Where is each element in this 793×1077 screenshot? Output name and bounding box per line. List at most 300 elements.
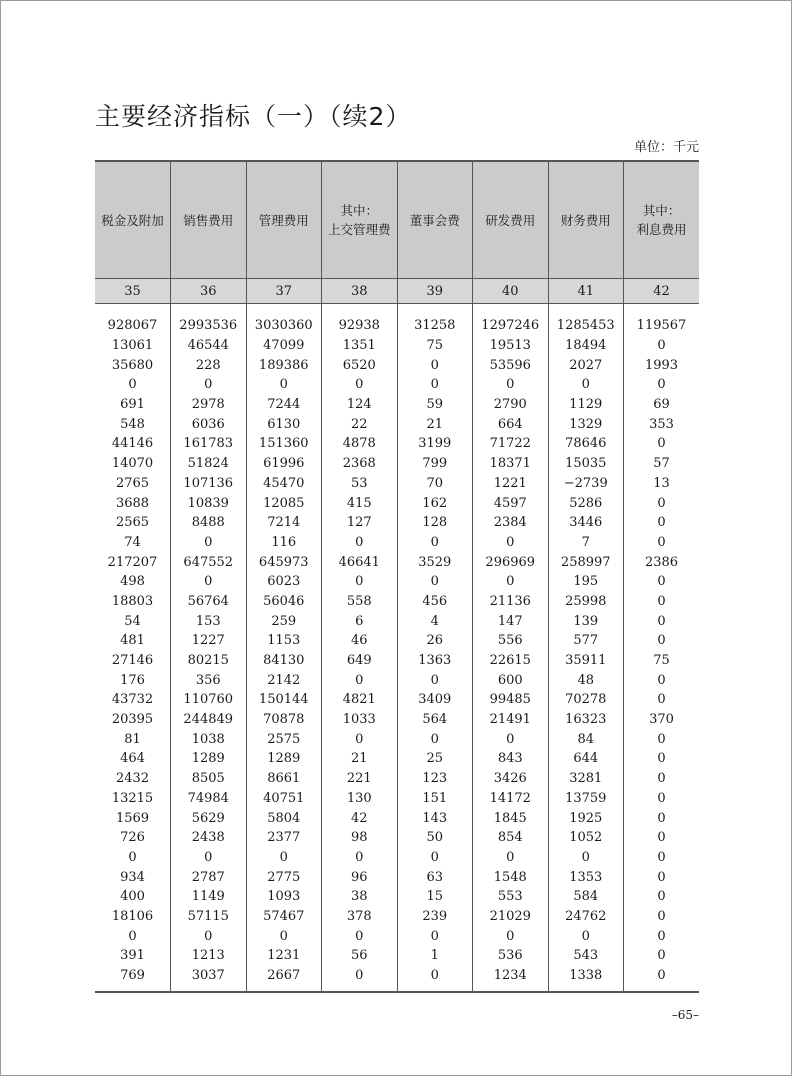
table-cell: 0 — [624, 749, 700, 769]
table-cell: 176 — [120, 672, 145, 688]
table-cell: 96 — [322, 867, 398, 887]
table-cell: 481 — [120, 633, 145, 649]
table-cell: 46641 — [322, 552, 398, 572]
table-row — [95, 454, 699, 474]
column-header: 财务费用 — [548, 161, 624, 279]
table-cell: 59 — [397, 395, 473, 415]
table-cell: 1289 — [246, 749, 322, 769]
table-cell: 35680 — [111, 357, 154, 373]
table-cell: 5804 — [246, 808, 322, 828]
table-cell: 6023 — [246, 572, 322, 592]
table-cell: 0 — [624, 789, 700, 809]
table-cell: 48 — [548, 670, 624, 690]
table-row — [95, 828, 699, 848]
table-cell: 498 — [120, 574, 145, 590]
table-cell: 0 — [322, 926, 398, 946]
table-cell: 1285453 — [548, 316, 624, 336]
table-cell: 153 — [171, 611, 247, 631]
table-cell: 0 — [624, 907, 700, 927]
table-cell: 0 — [624, 729, 700, 749]
table-cell: 2978 — [171, 395, 247, 415]
table-cell: 928067 — [107, 318, 158, 334]
table-cell: 0 — [624, 670, 700, 690]
table-cell: 0 — [171, 926, 247, 946]
table-cell: 54 — [124, 613, 141, 629]
table-cell: 24762 — [548, 907, 624, 927]
column-header: 董事会费 — [397, 161, 473, 279]
table-cell: 84 — [548, 729, 624, 749]
table-cell: 577 — [548, 631, 624, 651]
table-cell: 75 — [397, 336, 473, 356]
table-cell: 6036 — [171, 414, 247, 434]
table-cell: 21 — [322, 749, 398, 769]
table-cell: 217207 — [107, 554, 158, 570]
table-cell: 0 — [624, 966, 700, 993]
spacer-row — [95, 304, 699, 317]
table-cell: 2142 — [246, 670, 322, 690]
table-cell: 0 — [624, 572, 700, 592]
table-row — [95, 926, 699, 946]
table-cell: 4821 — [322, 690, 398, 710]
table-cell: 0 — [624, 493, 700, 513]
table-cell: 53 — [322, 474, 398, 494]
table-cell: 415 — [322, 493, 398, 513]
table-cell: 13061 — [111, 338, 154, 354]
table-cell: 726 — [120, 830, 145, 846]
table-cell: 0 — [397, 375, 473, 395]
table-cell: 162 — [397, 493, 473, 513]
table-cell: 15 — [397, 887, 473, 907]
table-row — [95, 631, 699, 651]
table-cell: 14172 — [473, 789, 549, 809]
table-cell: 1149 — [171, 887, 247, 907]
column-number: 39 — [397, 279, 473, 304]
table-cell: 0 — [322, 572, 398, 592]
column-number: 38 — [322, 279, 398, 304]
table-cell: 99485 — [473, 690, 549, 710]
table-cell: 3030360 — [246, 316, 322, 336]
table-cell: 3037 — [171, 966, 247, 993]
table-cell: 558 — [322, 592, 398, 612]
table-cell: 0 — [624, 690, 700, 710]
table-row — [95, 749, 699, 769]
table-cell: 0 — [624, 887, 700, 907]
table-cell: 0 — [171, 848, 247, 868]
table-cell: 143 — [397, 808, 473, 828]
table-cell: 7244 — [246, 395, 322, 415]
table-cell: 3529 — [397, 552, 473, 572]
table-cell: 2575 — [246, 729, 322, 749]
table-cell: 0 — [322, 966, 398, 993]
table-cell: 40751 — [246, 789, 322, 809]
table-cell: 6130 — [246, 414, 322, 434]
table-cell: 1227 — [171, 631, 247, 651]
table-row — [95, 690, 699, 710]
table-cell: 27146 — [111, 653, 154, 669]
table-cell: 119567 — [624, 316, 700, 336]
table-cell: 56046 — [246, 592, 322, 612]
table-cell: 70 — [397, 474, 473, 494]
table-cell: 18494 — [548, 336, 624, 356]
table-cell: 57 — [624, 454, 700, 474]
table-cell: 0 — [473, 375, 549, 395]
table-cell: 7214 — [246, 513, 322, 533]
table-cell: 0 — [397, 926, 473, 946]
table-cell: 0 — [397, 572, 473, 592]
table-cell: 0 — [624, 867, 700, 887]
table-row — [95, 729, 699, 749]
table-row — [95, 710, 699, 730]
table-cell: 1329 — [548, 414, 624, 434]
table-cell: 4 — [397, 611, 473, 631]
table-cell: 228 — [171, 355, 247, 375]
table-cell: 70278 — [548, 690, 624, 710]
table-cell: 22 — [322, 414, 398, 434]
table-cell: 0 — [246, 375, 322, 395]
table-row — [95, 336, 699, 356]
table-cell: 258997 — [548, 552, 624, 572]
table-cell: 70878 — [246, 710, 322, 730]
table-cell: 0 — [624, 513, 700, 533]
table-cell: 84130 — [246, 651, 322, 671]
table-cell: 647552 — [171, 552, 247, 572]
column-number: 36 — [171, 279, 247, 304]
table-cell: 35911 — [548, 651, 624, 671]
table-cell: 2565 — [115, 515, 150, 531]
table-cell: 2775 — [246, 867, 322, 887]
table-row — [95, 651, 699, 671]
table-cell: 4878 — [322, 434, 398, 454]
table-cell: 843 — [473, 749, 549, 769]
column-header: 销售费用 — [171, 161, 247, 279]
table-cell: 391 — [120, 948, 145, 964]
table-cell: 556 — [473, 631, 549, 651]
table-cell: 92938 — [322, 316, 398, 336]
table-cell: 543 — [548, 946, 624, 966]
table-cell: 10839 — [171, 493, 247, 513]
table-cell: 0 — [128, 928, 137, 944]
table-cell: 2790 — [473, 395, 549, 415]
page-title: 主要经济指标（一）（续2） — [95, 101, 412, 131]
table-cell: 934 — [120, 869, 145, 885]
table-cell: 456 — [397, 592, 473, 612]
table-cell: 56764 — [171, 592, 247, 612]
table-cell: 107136 — [171, 474, 247, 494]
table-cell: 51824 — [171, 454, 247, 474]
table-cell: 116 — [246, 533, 322, 553]
table-cell: 130 — [322, 789, 398, 809]
table-row — [95, 966, 699, 993]
table-cell: 53596 — [473, 355, 549, 375]
column-header: 研发费用 — [473, 161, 549, 279]
table-cell: 78646 — [548, 434, 624, 454]
table-cell: 3199 — [397, 434, 473, 454]
table-cell: 1993 — [624, 355, 700, 375]
table-cell: 71722 — [473, 434, 549, 454]
table-cell: 0 — [473, 533, 549, 553]
table-cell: 5286 — [548, 493, 624, 513]
table-cell: 0 — [397, 533, 473, 553]
table-cell: 378 — [322, 907, 398, 927]
table-cell: 12085 — [246, 493, 322, 513]
table-cell: 1548 — [473, 867, 549, 887]
table-cell: 26 — [397, 631, 473, 651]
table-cell: 799 — [397, 454, 473, 474]
table-cell: 74 — [124, 534, 141, 550]
table-cell: 0 — [473, 926, 549, 946]
table-cell: 548 — [120, 416, 145, 432]
table-cell: 127 — [322, 513, 398, 533]
table-cell: 124 — [322, 395, 398, 415]
table-cell: 0 — [548, 848, 624, 868]
table-cell: 189386 — [246, 355, 322, 375]
table-cell: 2787 — [171, 867, 247, 887]
table-cell: 0 — [624, 592, 700, 612]
table-cell: 18106 — [111, 908, 154, 924]
table-cell: 0 — [624, 611, 700, 631]
table-cell: 69 — [624, 395, 700, 415]
table-cell: 151360 — [246, 434, 322, 454]
table-cell: 6520 — [322, 355, 398, 375]
table-cell: 0 — [397, 966, 473, 993]
table-cell: 2765 — [115, 475, 150, 491]
table-cell: 8661 — [246, 769, 322, 789]
table-row — [95, 513, 699, 533]
table-cell: 22615 — [473, 651, 549, 671]
table-cell: 553 — [473, 887, 549, 907]
table-cell: 0 — [397, 670, 473, 690]
table-cell: 0 — [128, 377, 137, 393]
table-cell: 2667 — [246, 966, 322, 993]
table-cell: 2993536 — [171, 316, 247, 336]
table-row — [95, 611, 699, 631]
table-cell: 0 — [171, 375, 247, 395]
table-cell: 18803 — [111, 593, 154, 609]
table-cell: 0 — [322, 375, 398, 395]
table-cell: 645973 — [246, 552, 322, 572]
table-cell: 1351 — [322, 336, 398, 356]
table-row — [95, 887, 699, 907]
table-cell: 2384 — [473, 513, 549, 533]
table-cell: 600 — [473, 670, 549, 690]
table-cell: 244849 — [171, 710, 247, 730]
table-cell: 769 — [95, 966, 171, 993]
table-cell: 1925 — [548, 808, 624, 828]
table-cell: 644 — [548, 749, 624, 769]
table-cell: 1353 — [548, 867, 624, 887]
table-cell: 1153 — [246, 631, 322, 651]
table-cell: 195 — [548, 572, 624, 592]
table-cell: 1 — [397, 946, 473, 966]
table-row — [95, 946, 699, 966]
table-row — [95, 572, 699, 592]
table-cell: 20395 — [111, 712, 154, 728]
table-row — [95, 592, 699, 612]
table-cell: 15035 — [548, 454, 624, 474]
table-cell: 2368 — [322, 454, 398, 474]
table-cell: 57115 — [171, 907, 247, 927]
table-cell: 81 — [124, 731, 141, 747]
table-cell: 0 — [322, 729, 398, 749]
table-cell: 47099 — [246, 336, 322, 356]
table-cell: 2438 — [171, 828, 247, 848]
table-cell: 42 — [322, 808, 398, 828]
table-cell: 38 — [322, 887, 398, 907]
table-cell: 63 — [397, 867, 473, 887]
table-row — [95, 395, 699, 415]
table-cell: 2432 — [115, 771, 150, 787]
table-row — [95, 434, 699, 454]
table-row — [95, 848, 699, 868]
table-cell: 2386 — [624, 552, 700, 572]
table-cell: 4597 — [473, 493, 549, 513]
table-cell: 44146 — [111, 436, 154, 452]
table-cell: 0 — [624, 375, 700, 395]
table-row — [95, 493, 699, 513]
table-cell: 13215 — [111, 790, 154, 806]
table-cell: 0 — [624, 808, 700, 828]
table-cell: 110760 — [171, 690, 247, 710]
table-cell: 3426 — [473, 769, 549, 789]
table-cell: 353 — [624, 414, 700, 434]
table-cell: 1213 — [171, 946, 247, 966]
column-number: 35 — [95, 279, 171, 304]
table-cell: 0 — [397, 355, 473, 375]
table-cell: 239 — [397, 907, 473, 927]
table-cell: 56 — [322, 946, 398, 966]
table-cell: 25998 — [548, 592, 624, 612]
table-cell: 31258 — [397, 316, 473, 336]
table-cell: 21 — [397, 414, 473, 434]
table-cell: 664 — [473, 414, 549, 434]
table-cell: 0 — [473, 572, 549, 592]
table-cell: 536 — [473, 946, 549, 966]
table-cell: 57467 — [246, 907, 322, 927]
table-cell: 0 — [322, 533, 398, 553]
table-cell: 1221 — [473, 474, 549, 494]
table-cell: 1093 — [246, 887, 322, 907]
table-cell: 0 — [624, 336, 700, 356]
table-cell: 0 — [624, 434, 700, 454]
table-cell: 13 — [624, 474, 700, 494]
table-row — [95, 907, 699, 927]
table-cell: 147 — [473, 611, 549, 631]
table-cell: 3409 — [397, 690, 473, 710]
table-cell: 0 — [624, 926, 700, 946]
table-cell: 1052 — [548, 828, 624, 848]
table-cell: 21491 — [473, 710, 549, 730]
table-cell: 1038 — [171, 729, 247, 749]
table-cell: 1297246 — [473, 316, 549, 336]
table-cell: 7 — [548, 533, 624, 553]
table-cell: 221 — [322, 769, 398, 789]
table-cell: 14070 — [111, 456, 154, 472]
table-cell: 46544 — [171, 336, 247, 356]
table-cell: 1231 — [246, 946, 322, 966]
table-cell: 0 — [246, 848, 322, 868]
table-cell: 0 — [322, 670, 398, 690]
table-cell: 2377 — [246, 828, 322, 848]
table-cell: 21136 — [473, 592, 549, 612]
column-header: 管理费用 — [246, 161, 322, 279]
table-cell: 25 — [397, 749, 473, 769]
table-row — [95, 316, 699, 336]
table-row — [95, 414, 699, 434]
table-cell: 43732 — [111, 692, 154, 708]
table-cell: 2027 — [548, 355, 624, 375]
table-cell: 296969 — [473, 552, 549, 572]
table-cell: 19513 — [473, 336, 549, 356]
table-cell: 0 — [624, 769, 700, 789]
table-cell: 75 — [624, 651, 700, 671]
table-row — [95, 552, 699, 572]
table-cell: 1338 — [548, 966, 624, 993]
table-cell: 0 — [624, 828, 700, 848]
table-cell: 151 — [397, 789, 473, 809]
table-cell: 123 — [397, 769, 473, 789]
table-cell: 1289 — [171, 749, 247, 769]
column-header: 其中： 上交管理费 — [322, 161, 398, 279]
table-cell: 0 — [128, 849, 137, 865]
table-cell: 0 — [624, 631, 700, 651]
table-cell: 0 — [473, 848, 549, 868]
table-cell: 0 — [548, 926, 624, 946]
table-row — [95, 355, 699, 375]
column-header: 其中： 利息费用 — [624, 161, 700, 279]
table-cell: 3446 — [548, 513, 624, 533]
table-cell: 0 — [397, 729, 473, 749]
table-cell: 649 — [322, 651, 398, 671]
table-cell: 1363 — [397, 651, 473, 671]
table-cell: 150144 — [246, 690, 322, 710]
table-row — [95, 670, 699, 690]
table-cell: 16323 — [548, 710, 624, 730]
table-row — [95, 375, 699, 395]
table-row — [95, 867, 699, 887]
table-cell: 584 — [548, 887, 624, 907]
table-cell: 0 — [624, 848, 700, 868]
table-cell: 1845 — [473, 808, 549, 828]
table-cell: 61996 — [246, 454, 322, 474]
column-number: 42 — [624, 279, 700, 304]
table-cell: 139 — [548, 611, 624, 631]
table-cell: 464 — [120, 751, 145, 767]
table-cell: 0 — [624, 946, 700, 966]
table-cell: 1569 — [115, 810, 150, 826]
table-row — [95, 769, 699, 789]
data-table — [95, 160, 699, 993]
header-row — [95, 161, 699, 279]
table-cell: 3281 — [548, 769, 624, 789]
table-cell: 854 — [473, 828, 549, 848]
table-cell: 0 — [322, 848, 398, 868]
table-cell: 128 — [397, 513, 473, 533]
table-cell: 13759 — [548, 789, 624, 809]
column-number-row — [95, 279, 699, 304]
table-cell: 74984 — [171, 789, 247, 809]
table-cell: 18371 — [473, 454, 549, 474]
table-cell: 80215 — [171, 651, 247, 671]
table-cell: 0 — [397, 848, 473, 868]
table-cell: 356 — [171, 670, 247, 690]
table-cell: 6 — [322, 611, 398, 631]
table-cell: 8505 — [171, 769, 247, 789]
table-row — [95, 808, 699, 828]
column-number: 37 — [246, 279, 322, 304]
table-cell: 1129 — [548, 395, 624, 415]
table-cell: 5629 — [171, 808, 247, 828]
table-cell: 0 — [548, 375, 624, 395]
